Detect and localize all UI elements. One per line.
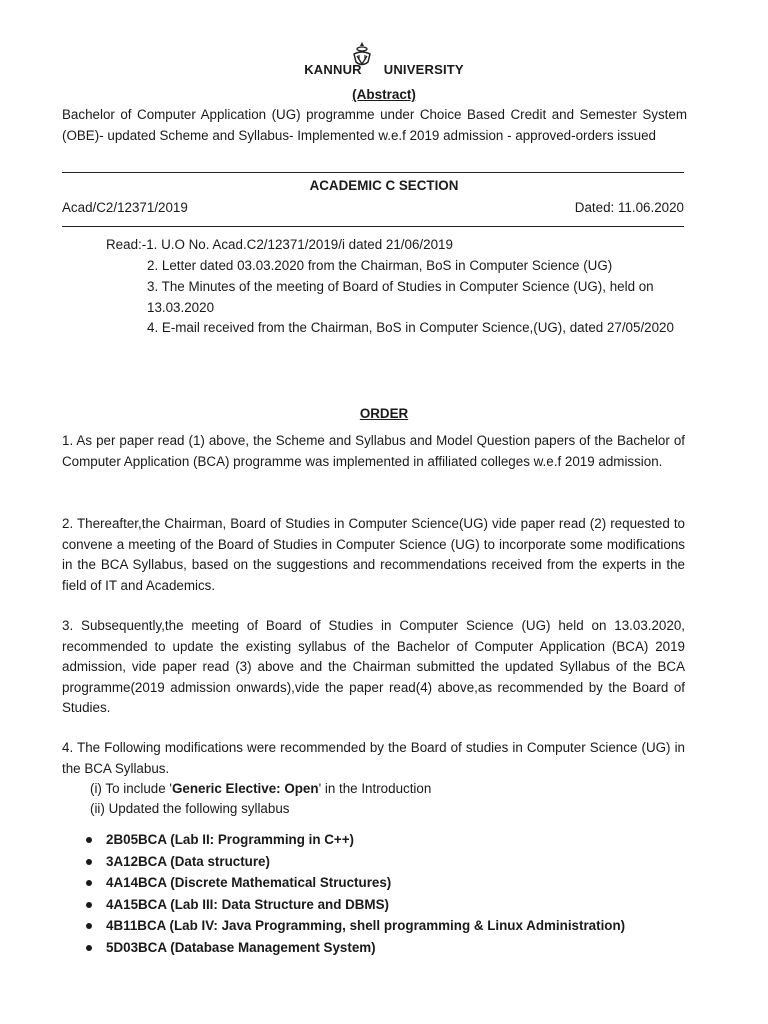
syllabus-item: 4B11BCA (Lab IV: Java Programming, shell programming & Linux Administration) (86, 916, 625, 938)
university-name (0, 60, 768, 81)
syllabus-item: 4A14BCA (Discrete Mathematical Structures) (86, 873, 625, 895)
read-item-3: 3. The Minutes of the meeting of Board of Studies in Computer Science (UG), held on 13.03.2020 (147, 279, 654, 315)
order-paragraph-3: 3. Subsequently,the meeting of Board of Studies in Computer Science (UG) held on 13.03.2020, recommended to update the existing syllabus of the Bachelor of Computer Application (BCA) 2019 admission, vide paper read (3) above and the Chairman submitted the updated Syllabus of the BCA programme(2019 admission onwards),vide the paper read(4) above,as recommended by the Board of Studies. (62, 618, 685, 715)
order-date: Dated: 11.06.2020 (574, 200, 684, 215)
order-paragraph-2: 2. Thereafter,the Chairman, Board of Studies in Computer Science(UG) vide paper read (2) requested to convene a meeting of the Board of Studies in Computer Science (UG) to incorporate some modifications in the BCA Syllabus, based on the suggestions and recommendations received from the experts in the field of IT and Academics. (62, 516, 685, 593)
read-item-2: 2. Letter dated 03.03.2020 from the Chairman, BoS in Computer Science (UG) (147, 258, 613, 273)
modification-item-1: (i) To include 'Generic Elective: Open' in the Introduction (90, 781, 432, 796)
reference-number: Acad/C2/12371/2019 (62, 200, 188, 215)
bullet-icon (86, 902, 92, 908)
divider-bottom (62, 226, 684, 227)
bullet-icon (86, 945, 92, 951)
syllabus-item: 5D03BCA (Database Management System) (86, 938, 625, 960)
section-title: ACADEMIC C SECTION (309, 178, 459, 193)
syllabus-item: 4A15BCA (Lab III: Data Structure and DBMS) (86, 895, 625, 917)
bullet-icon (86, 837, 92, 843)
modification-item-2: (ii) Updated the following syllabus (90, 801, 290, 816)
university-name-right: UNIVERSITY (383, 62, 464, 77)
abstract-title: (Abstract) (352, 87, 416, 102)
order-title: ORDER (359, 406, 409, 421)
university-name-left: KANNUR (304, 62, 362, 77)
read-item-1: Read:-1. U.O No. Acad.C2/12371/2019/i dated 21/06/2019 (106, 237, 453, 252)
syllabus-item: 2B05BCA (Lab II: Programming in C++) (86, 830, 625, 852)
order-paragraph-1: 1. As per paper read (1) above, the Scheme and Syllabus and Model Question papers of the Bachelor of Computer Application (BCA) programme was implemented in affiliated colleges w.e.f 2019 admission. (62, 433, 685, 469)
bullet-icon (86, 880, 92, 886)
order-paragraph-4: 4. The Following modifications were recommended by the Board of studies in Computer Science (UG) in the BCA Syllabus. (62, 740, 685, 776)
divider-top (62, 172, 684, 173)
read-item-4: 4. E-mail received from the Chairman, BoS in Computer Science,(UG), dated 27/05/2020 (147, 320, 674, 335)
syllabus-list (86, 830, 625, 959)
generic-elective-label: Generic Elective: Open (171, 781, 319, 796)
abstract-text: Bachelor of Computer Application (UG) programme under Choice Based Credit and Semester System (OBE)- updated Scheme and Syllabus- Implemented w.e.f 2019 admission - approved-orders issued (62, 107, 687, 143)
bullet-icon (86, 923, 92, 929)
syllabus-item: 3A12BCA (Data structure) (86, 852, 625, 874)
bullet-icon (86, 859, 92, 865)
